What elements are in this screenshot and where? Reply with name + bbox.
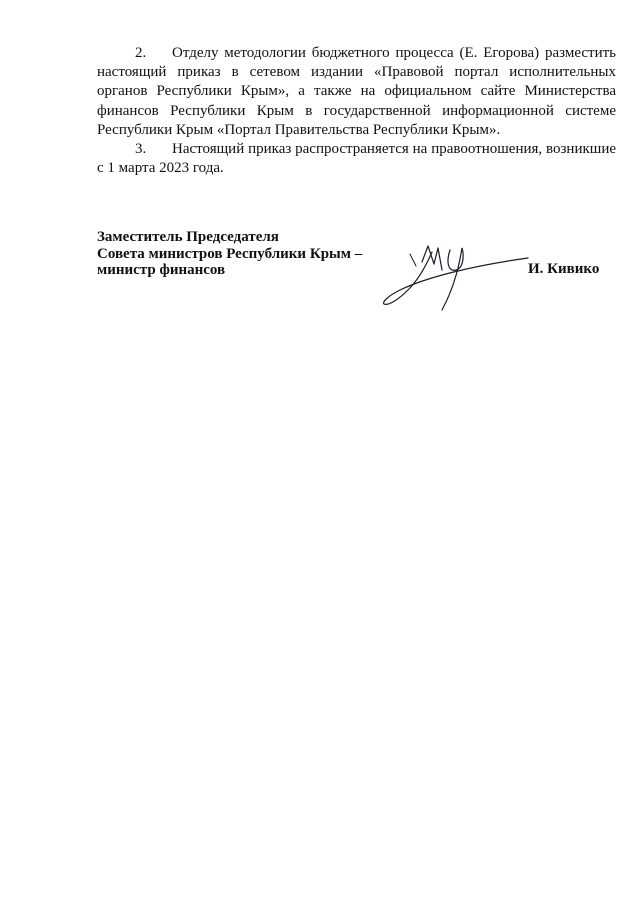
- paragraph-3: [97, 140, 616, 178]
- signer-position-line: Совета министров Республики Крым –: [97, 245, 363, 262]
- paragraph-number: 2.: [135, 45, 147, 61]
- paragraph-text: Отделу методологии бюджетного процесса (Е. Егорова) разместить настоящий приказ в сетевом издании «Правовой портал исполнительных органов Республики Крым», а также на официальном сайте Министерства финансов Республики Крым в государственной информационной системе Республики Крым «Портал Правительства Республики Крым».: [97, 45, 616, 138]
- signer-position: [97, 229, 362, 279]
- paragraph-number: 3.: [135, 141, 147, 157]
- signature-icon: [380, 240, 530, 312]
- paragraph-2: [97, 44, 616, 140]
- paragraph-text: Настоящий приказ распространяется на правоотношения, возникшие с 1 марта 2023 года.: [97, 141, 616, 177]
- signer-name: И. Кивико: [528, 261, 600, 277]
- signer-position-line: Заместитель Председателя: [97, 229, 279, 245]
- signer-position-line: министр финансов: [97, 262, 226, 278]
